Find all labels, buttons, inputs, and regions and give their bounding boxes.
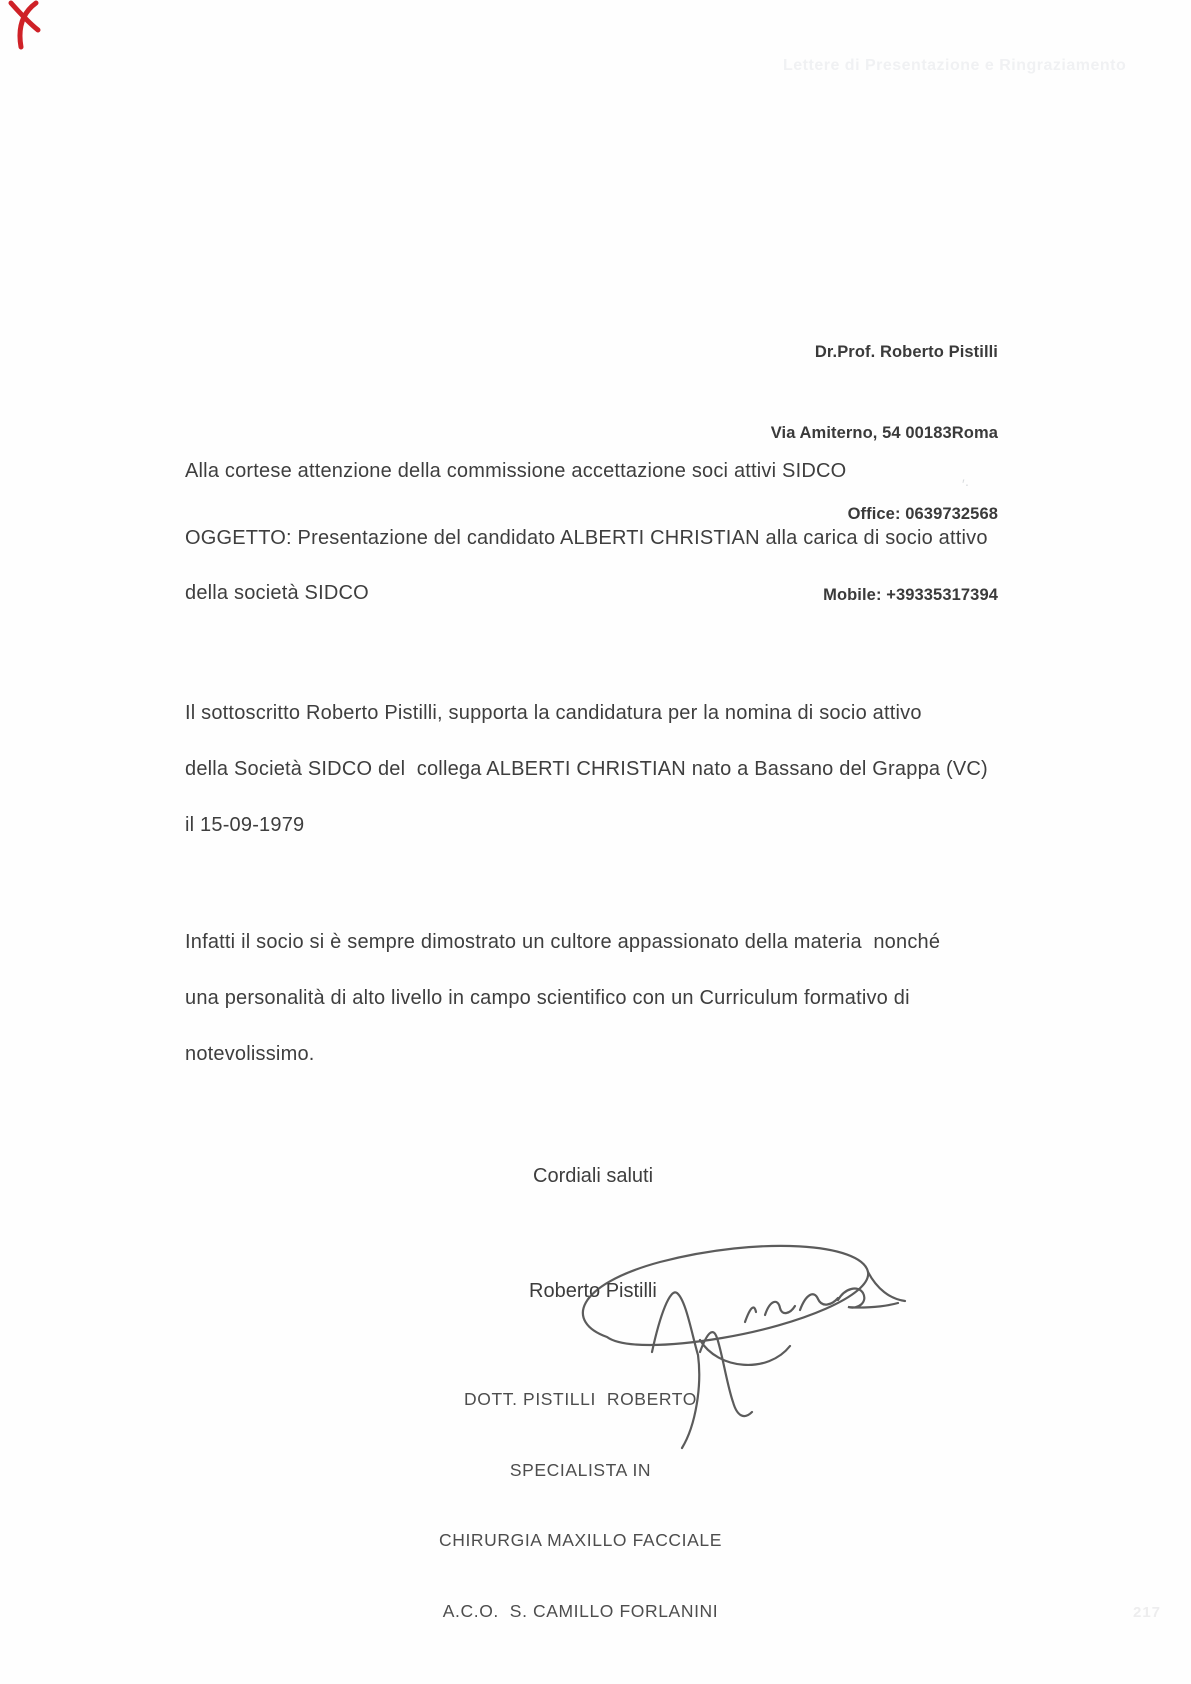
letterhead-office-phone: Office: 0639732568 [847,505,998,523]
paragraph1-line2: della Società SIDCO del collega ALBERTI CHRISTIAN nato a Bassano del Grappa (VC) [185,758,988,780]
doctor-stamp [408,1341,753,1670]
signer-printed-name: Roberto Pistilli [529,1280,657,1302]
subject-line-1: OGGETTO: Presentazione del candidato ALBERTI CHRISTIAN alla carica di socio attivo [185,527,988,549]
red-pen-scribble [4,0,52,56]
attention-line: Alla cortese attenzione della commissione accettazione soci attivi SIDCO [185,460,847,482]
letterhead-address: Via Amiterno, 54 00183Roma [770,424,998,442]
stamp-line-hospital: A.C.O. S. CAMILLO FORLANINI [442,1600,719,1621]
stamp-line-name: DOTT. PISTILLI ROBERTO [464,1389,697,1409]
subject-line-2: della società SIDCO [185,582,369,604]
stamp-line-title: SPECIALISTA IN [509,1459,652,1480]
faint-corner-number: 217 [1133,1604,1162,1621]
paragraph2-line2: una personalità di alto livello in campo scientifico con un Curriculum formativo di [185,987,910,1009]
closing-salutation: Cordiali saluti [533,1165,654,1187]
pencil-scuff-mark: ′· [962,476,970,492]
paragraph1-line1: Il sottoscritto Roberto Pistilli, supporta la candidatura per la nomina di socio attivo [185,702,922,724]
paragraph2-line1: Infatti il socio si è sempre dimostrato un cultore appassionato della materia nonché [185,931,941,953]
letterhead-name: Dr.Prof. Roberto Pistilli [814,343,998,361]
paragraph1-line3: il 15-09-1979 [185,814,305,836]
paragraph2-line3: notevolissimo. [185,1043,315,1065]
letterhead-mobile-phone: Mobile: +39335317394 [823,586,998,604]
stamp-line-specialty: CHIRURGIA MAXILLO FACCIALE [438,1530,723,1550]
scan-ghost-header: Lettere di Presentazione e Ringraziamento [783,57,1127,74]
